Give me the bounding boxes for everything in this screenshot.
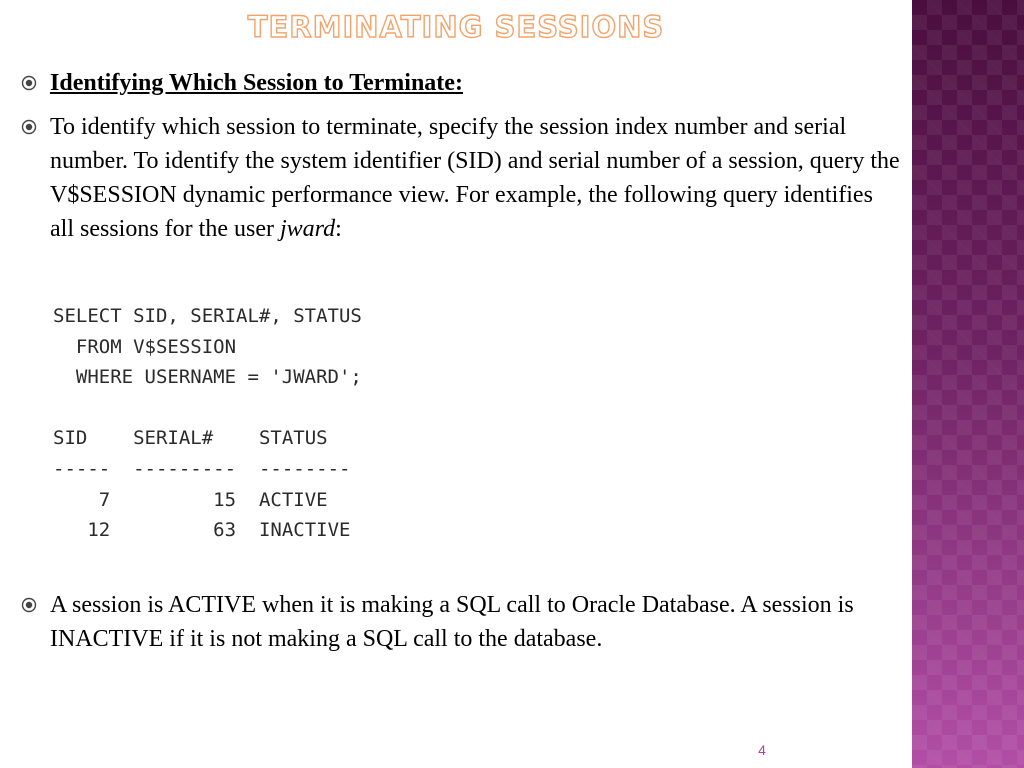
decorative-side-band xyxy=(912,0,1024,768)
result-header-sid: SID xyxy=(53,427,88,450)
description-text xyxy=(50,110,900,246)
heading-text: Identifying Which Session to Terminate: xyxy=(50,70,463,96)
result-row-sid: 7 xyxy=(98,488,111,511)
result-header-status: STATUS xyxy=(258,427,328,450)
code-line: FROM V$SESSION xyxy=(53,335,237,358)
page-number: 4 xyxy=(758,742,766,758)
result-row-serial: 63 xyxy=(213,519,237,542)
code-line: SELECT SID, SERIAL#, STATUS xyxy=(53,305,362,327)
bullet-heading xyxy=(20,66,900,100)
circle-bullet-icon xyxy=(20,596,38,614)
result-row-serial: 15 xyxy=(213,488,237,511)
sql-code-block xyxy=(53,301,362,546)
explanation-text: A session is ACTIVE when it is making a SQL call to Oracle Database. A session is INACTIVE if it is not making a SQL call to the database. xyxy=(50,592,854,652)
result-header-serial: SERIAL# xyxy=(133,427,214,450)
result-separator-sid: ----- xyxy=(53,457,111,480)
slide-title: TERMINATING SESSIONS xyxy=(247,10,665,44)
result-row-status: ACTIVE xyxy=(258,488,328,511)
circle-bullet-icon xyxy=(20,118,38,136)
result-row-status: INACTIVE xyxy=(258,519,351,542)
username-italic: jward xyxy=(279,216,336,242)
circle-bullet-icon xyxy=(20,74,38,92)
result-separator-serial: --------- xyxy=(133,457,237,480)
bullet-description xyxy=(20,110,900,246)
result-row-sid: 12 xyxy=(87,519,111,542)
description-text-main: To identify which session to terminate, specify the session index number and serial number. To identify the system identifier (SID) and serial number of a session, query the V$SESSION dynamic performance view. For example, the following query identifies all sessions for the user xyxy=(50,114,900,242)
result-separator-status: -------- xyxy=(258,457,351,480)
bullet-explanation xyxy=(20,588,900,656)
code-line: WHERE USERNAME = 'JWARD'; xyxy=(53,366,362,389)
description-text-colon: : xyxy=(335,216,342,242)
